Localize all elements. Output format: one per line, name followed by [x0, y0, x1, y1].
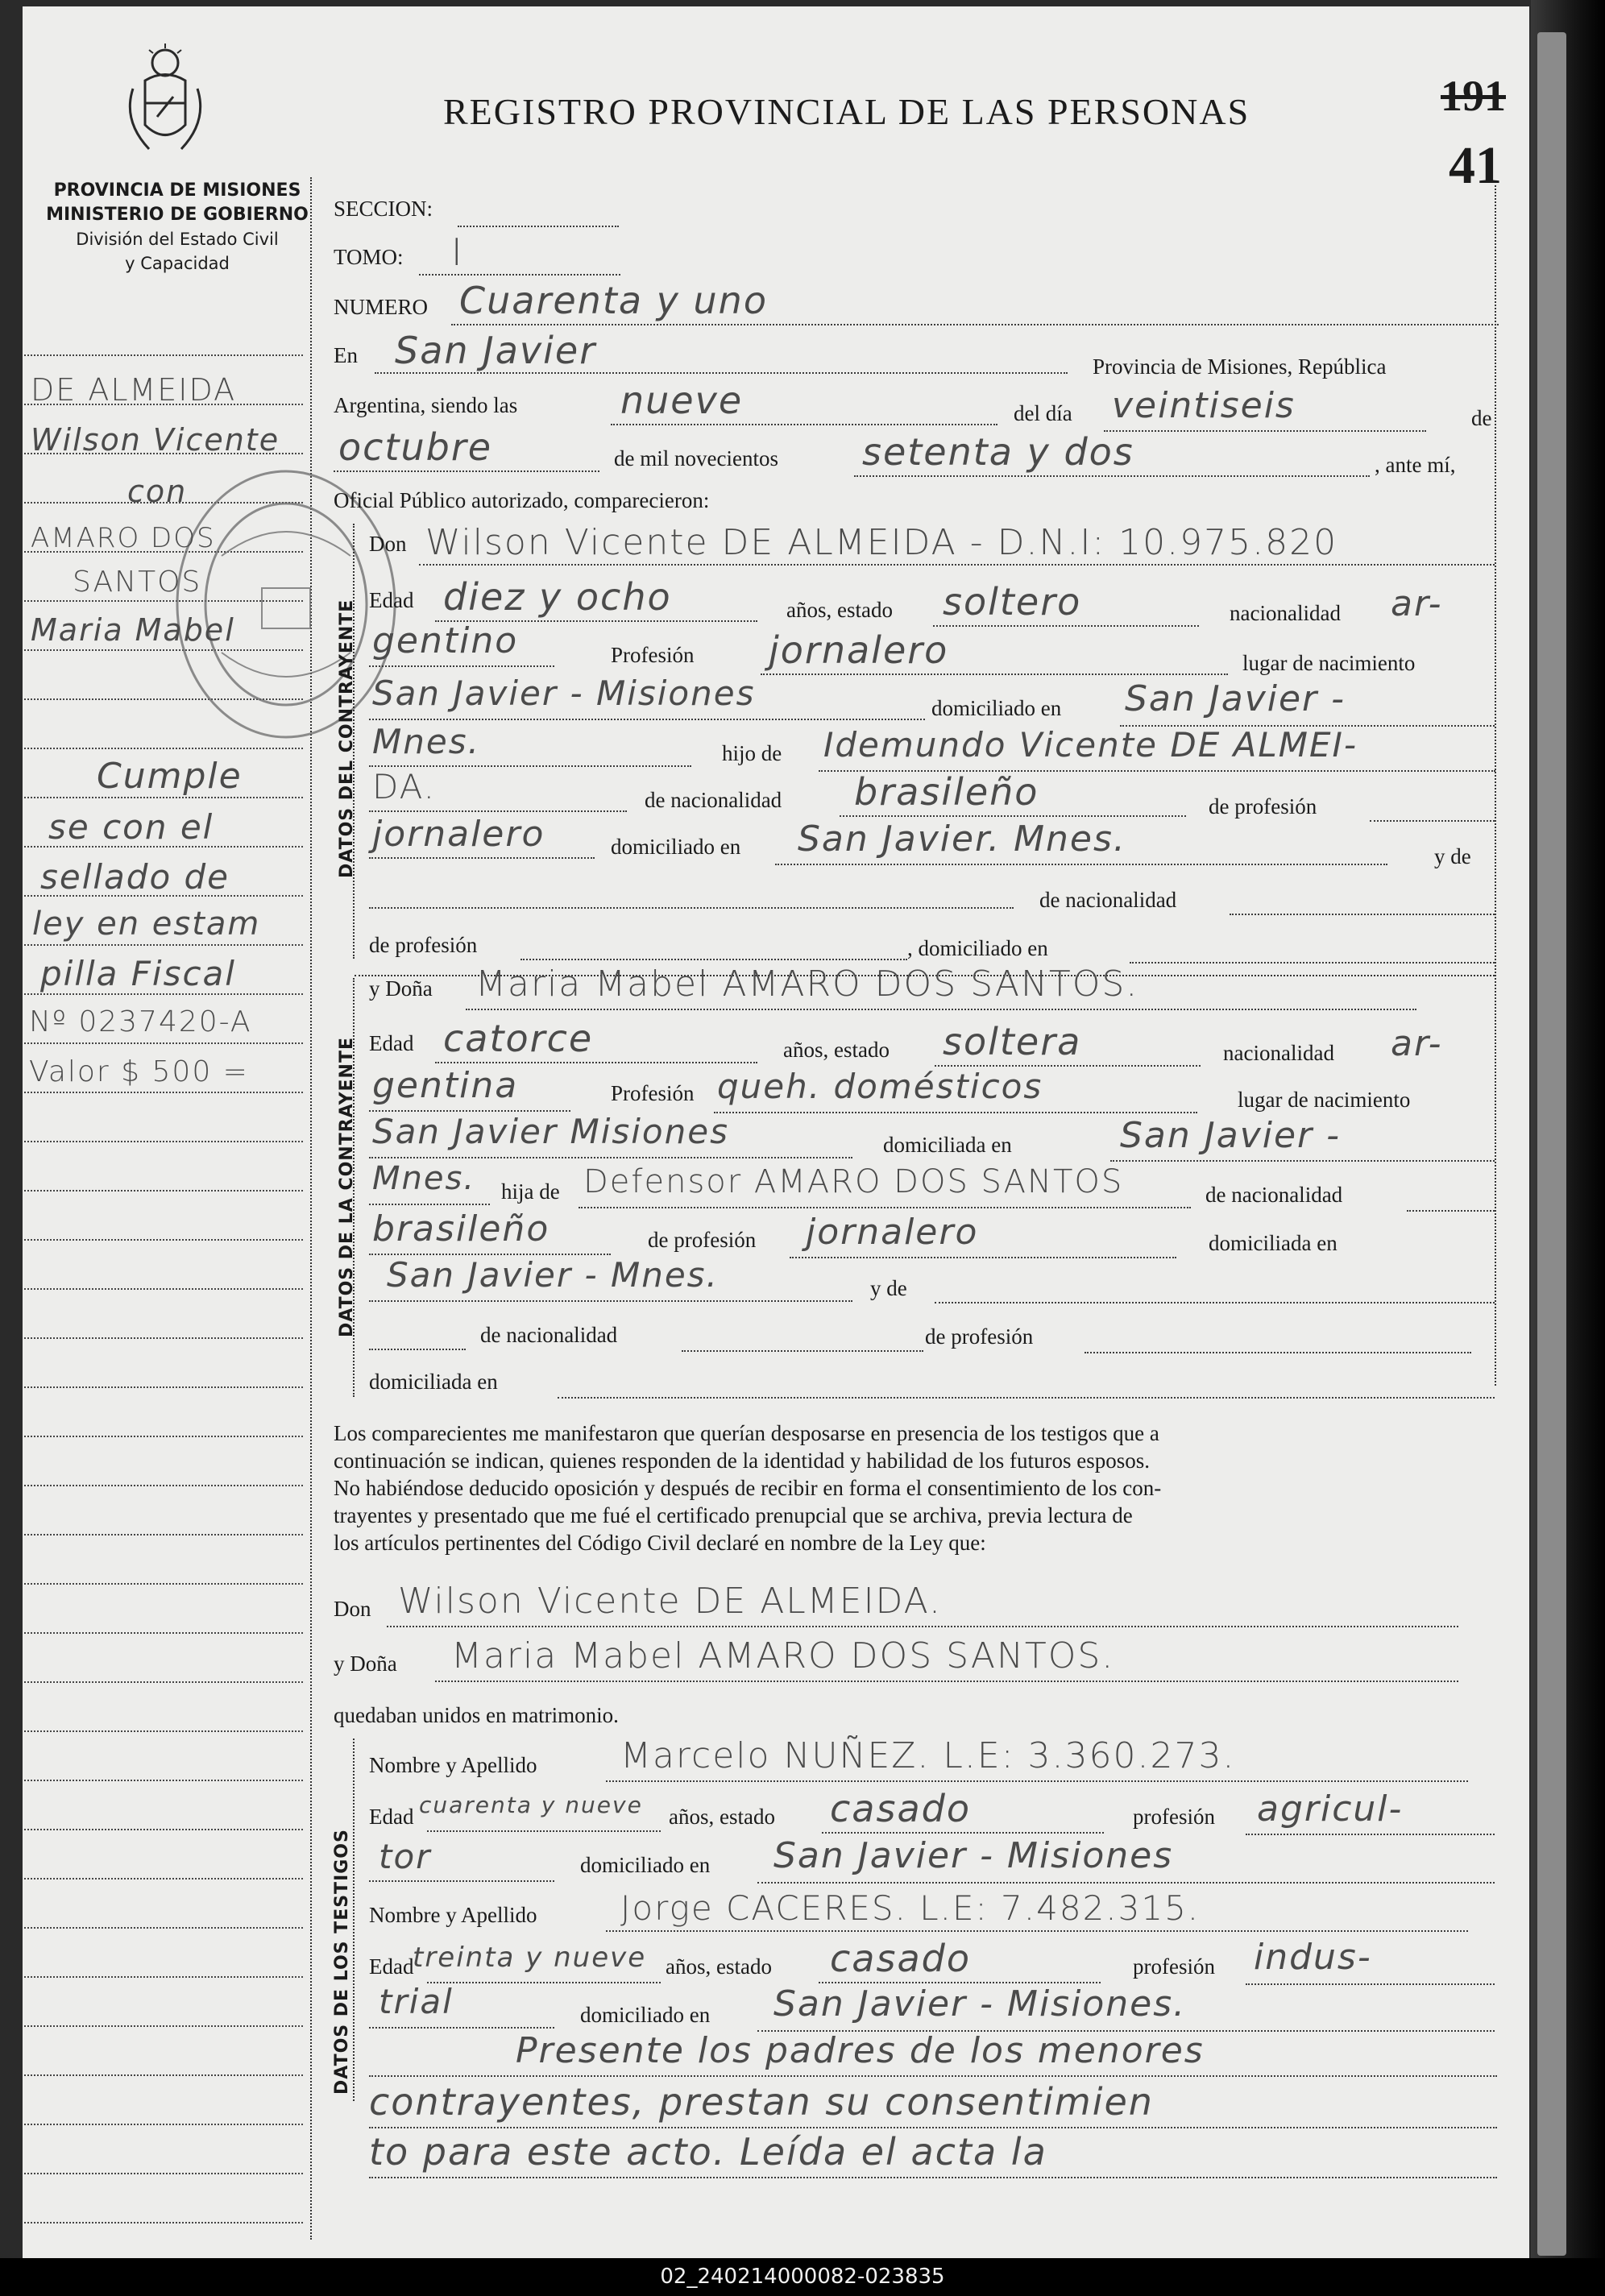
w1-domic-line [757, 1882, 1495, 1884]
bride-mother-prof-label: de profesión [925, 1324, 1034, 1349]
w1-estado-line [822, 1832, 1104, 1834]
anio-value: setenta y dos [862, 430, 1134, 474]
bride-father-domic-line [369, 1300, 852, 1302]
declaration-line: trayentes y presentado que me fué el certificado prenupcial que se archiva, previa lectura de [334, 1503, 1133, 1527]
sidebar-rule-line [24, 1583, 303, 1585]
w2-name-value: Jorge CACERES. L.E: 7.482.315. [620, 1888, 1201, 1928]
groom-mother-domic-label: , domiciliado en [907, 936, 1048, 960]
sidebar-rule-line [24, 1386, 303, 1388]
w2-estado-value: casado [830, 1937, 971, 1980]
sidebar-rule-line [24, 1042, 303, 1044]
organization-block [32, 179, 322, 276]
bride-mother-prof-line [1085, 1352, 1471, 1353]
right-margin-rule [1495, 185, 1496, 1386]
sidebar-rule-line [24, 1878, 303, 1879]
bride-profesion-value: queh. domésticos [717, 1067, 1043, 1106]
tomo-value: I [451, 230, 464, 274]
bride-edad-line [435, 1062, 757, 1063]
bride-profesion-label: Profesión [611, 1081, 695, 1105]
sidebar-rule-line [24, 1141, 303, 1142]
notes-line-text: to para este acto. Leída el acta la [369, 2130, 1047, 2174]
book-binding [1531, 0, 1605, 2296]
groom-estado-line [933, 625, 1199, 627]
groom-domic-value-2: Mnes. [372, 722, 480, 761]
declaration-don-value: Wilson Vicente DE ALMEIDA. [398, 1581, 942, 1622]
numero-value: Cuarenta y uno [459, 279, 768, 322]
sidebar-note: sellado de [40, 857, 230, 897]
groom-father-nac-line [840, 815, 1186, 817]
en-line [375, 372, 1068, 374]
w1-prof-value: agricul- [1257, 1788, 1404, 1830]
witnesses-side-label: DATOS DE LOS TESTIGOS [332, 1829, 352, 2095]
bride-father-value: Defensor AMARO DOS SANTOS [583, 1163, 1124, 1200]
bride-mother-nac-label: de nacionalidad [480, 1323, 618, 1347]
sidebar-rule-line [24, 1927, 303, 1929]
sidebar-rule-line [24, 2074, 303, 2076]
dia-line [1104, 430, 1426, 432]
w1-edad-label: Edad [369, 1805, 414, 1829]
groom-profesion-line [761, 673, 1228, 675]
sidebar-rule-line [24, 1239, 303, 1241]
sidebar-rule-line [24, 1780, 303, 1781]
anio-line [854, 475, 1370, 477]
provincia-text: Provincia de Misiones, República [1093, 354, 1387, 379]
bride-lugar-label: lugar de nacimiento [1238, 1088, 1411, 1112]
groom-domic-value: San Javier - [1125, 678, 1346, 719]
bride-mother-line [935, 1302, 1495, 1303]
groom-father-domic-label: domiciliado en [611, 835, 741, 859]
groom-mother-prof-line [520, 959, 907, 960]
notes-line [369, 2177, 1497, 2178]
mes-value: octubre [338, 425, 493, 469]
bride-domic-value-2: Mnes. [372, 1160, 476, 1197]
bride-nac-value-2: gentina [372, 1065, 519, 1106]
sidebar-rule-line [24, 1485, 303, 1486]
declaration-dona-value: Maria Mabel AMARO DOS SANTOS. [451, 1635, 1115, 1676]
groom-profesion-label: Profesión [611, 643, 695, 667]
sidebar-note: pilla Fiscal [40, 954, 236, 993]
org-division-2: y Capacidad [125, 254, 230, 273]
sidebar-rule-line [24, 354, 303, 356]
sidebar-note: Maria Mabel [31, 612, 235, 648]
declaration-don-line [387, 1626, 1458, 1627]
tomo-line [419, 274, 620, 276]
bride-y-de-label: y de [870, 1276, 907, 1300]
bride-father-prof-label: de profesión [648, 1228, 757, 1252]
w2-prof-line-2 [369, 2027, 554, 2029]
notes-line-text: Presente los padres de los menores [516, 2030, 1205, 2071]
mil-label: de mil novecientos [614, 446, 778, 470]
oficial-text: Oficial Público autorizado, comparecieron: [334, 488, 710, 512]
groom-y-de-label: y de [1434, 844, 1471, 868]
bride-domic-line-2 [369, 1204, 490, 1205]
declaration-paragraph [334, 1419, 1502, 1556]
argentina-text: Argentina, siendo las [334, 393, 518, 417]
sidebar-rule-line [24, 1632, 303, 1634]
declaration-line: continuación se indican, quienes responden de la identidad y habilidad de los futuros esposos. [334, 1448, 1151, 1473]
groom-domic-label: domiciliado en [931, 696, 1062, 720]
hora-value: nueve [620, 379, 744, 422]
bride-name-line [466, 1009, 1416, 1010]
numero-line [451, 324, 1499, 325]
sidebar-rule-line [24, 1681, 303, 1683]
groom-father-prof-line-2 [369, 857, 595, 859]
groom-anos-label: años, estado [786, 598, 893, 622]
seccion-line [458, 226, 619, 227]
sidebar-note: con [127, 474, 188, 509]
sidebar-note: se con el [48, 807, 214, 847]
declaration-line: Los comparecientes me manifestaron que querían desposarse en presencia de los testigos que a [334, 1421, 1159, 1445]
hora-line [611, 424, 997, 425]
sidebar-rule-line [24, 1976, 303, 1978]
w1-domic-value: San Javier - Misiones [773, 1835, 1174, 1876]
groom-father-prof-label: de profesión [1209, 794, 1317, 819]
page-title: REGISTRO PROVINCIAL DE LAS PERSONAS [443, 91, 1250, 132]
groom-father-line-2 [369, 810, 627, 812]
w2-domic-label: domiciliado en [580, 2003, 711, 2027]
groom-edad-value: diez y ocho [443, 575, 672, 619]
bride-mother-domic-line [558, 1397, 1495, 1399]
groom-father-prof-line [1370, 820, 1495, 822]
w2-prof-value-2: trial [379, 1982, 454, 2021]
w2-prof-value: indus- [1254, 1937, 1372, 1978]
mes-line [334, 470, 599, 472]
w1-edad-line [427, 1830, 661, 1832]
bride-father-domic-label: domiciliada en [1209, 1231, 1338, 1255]
tomo-label: TOMO: [334, 245, 404, 269]
w1-prof-label: profesión [1133, 1805, 1215, 1829]
groom-father-prof-value: jornalero [372, 814, 545, 855]
sidebar-rule-line [24, 1288, 303, 1290]
numero-label: NUMERO [334, 295, 429, 319]
notes-line [369, 2127, 1497, 2128]
w1-name-line [606, 1780, 1468, 1782]
bride-nac-value: ar- [1391, 1023, 1443, 1064]
w2-name-label: Nombre y Apellido [369, 1903, 537, 1927]
sidebar-rule-line [24, 1534, 303, 1536]
en-label: En [334, 343, 358, 367]
bride-nac-label: nacionalidad [1223, 1041, 1334, 1065]
sidebar-rule-line [24, 1190, 303, 1192]
image-caption: 02_240214000082-023835 [0, 2258, 1605, 2296]
sidebar-rule-line [24, 1829, 303, 1830]
declaration-closing: quedaban unidos en matrimonio. [334, 1703, 619, 1727]
sidebar-rule-line [24, 1730, 303, 1732]
bride-name-value: Maria Mabel AMARO DOS SANTOS. [475, 964, 1139, 1005]
groom-mother-nac-line [1230, 914, 1495, 915]
groom-father-domic-line [775, 864, 1387, 865]
sidebar-note: Nº 0237420-A [29, 1005, 252, 1038]
w2-name-line [606, 1930, 1468, 1932]
bride-estado-value: soltera [943, 1020, 1082, 1063]
w2-prof-line [1246, 1983, 1495, 1985]
bride-father-nac-line-1 [1407, 1210, 1495, 1212]
bride-father-line [579, 1207, 1191, 1208]
dia-value: veintiseis [1112, 385, 1296, 426]
bride-father-domic-value: San Javier - Mnes. [387, 1255, 719, 1295]
bride-edad-value: catorce [443, 1017, 594, 1060]
w2-prof-label: profesión [1133, 1954, 1215, 1979]
groom-father-value: Idemundo Vicente DE ALMEI- [823, 725, 1358, 765]
groom-father-nac-label: de nacionalidad [645, 788, 782, 812]
groom-profesion-value: jornalero [769, 628, 949, 672]
w2-domic-value: San Javier - Misiones. [773, 1983, 1187, 2025]
declaration-dona-line [435, 1681, 1458, 1682]
page-number-old: 191 [1441, 72, 1506, 120]
w1-prof-line [1246, 1834, 1495, 1835]
groom-hijo-label: hijo de [722, 741, 782, 765]
declaration-line: No habiéndose deducido oposición y después de recibir en forma el consentimiento de los con- [334, 1476, 1162, 1500]
groom-name-value: Wilson Vicente DE ALMEIDA - D.N.I: 10.975.820 [425, 522, 1338, 563]
groom-nac-label: nacionalidad [1230, 601, 1341, 625]
sidebar-note: Wilson Vicente [31, 422, 280, 458]
bride-mother-domic-label: domiciliada en [369, 1370, 498, 1394]
w1-estado-value: casado [830, 1787, 971, 1830]
groom-edad-label: Edad [369, 588, 414, 612]
w2-anos-label: años, estado [666, 1954, 772, 1979]
groom-don-label: Don [369, 532, 407, 556]
w1-anos-label: años, estado [669, 1805, 775, 1829]
w1-name-value: Marcelo NUÑEZ. L.E: 3.360.273. [620, 1735, 1236, 1776]
sidebar-note: Cumple [97, 756, 243, 797]
bride-hija-label: hija de [501, 1179, 560, 1204]
bride-dona-label: y Doña [369, 976, 433, 1001]
bride-profesion-line [714, 1112, 1197, 1113]
w1-domic-label: domiciliado en [580, 1853, 711, 1877]
w1-prof-line-2 [369, 1880, 554, 1882]
sidebar-rule-line [24, 2173, 303, 2174]
sidebar-rule-line [24, 1436, 303, 1437]
sidebar-rule-line [24, 944, 303, 946]
witnesses-bracket [353, 1739, 355, 2101]
groom-side-label: DATOS DEL CONTRAYENTE [337, 599, 357, 878]
groom-father-nac-value: brasileño [854, 770, 1039, 814]
groom-lugar-label: lugar de nacimiento [1242, 651, 1416, 675]
sidebar-rule-line [24, 1092, 303, 1093]
groom-father-domic-value: San Javier. Mnes. [798, 819, 1126, 860]
notes-line [369, 2075, 1497, 2077]
org-province: PROVINCIA DE MISIONES [53, 180, 301, 201]
org-division: División del Estado Civil [76, 230, 279, 249]
coat-of-arms-emblem [113, 40, 218, 161]
bride-father-prof-value: jornalero [806, 1212, 979, 1253]
declaration-line: los artículos pertinentes del Código Civil declaré en nombre de la Ley que: [334, 1531, 986, 1555]
bride-domic-value: San Javier - [1120, 1115, 1341, 1156]
sidebar-rule-line [24, 993, 303, 995]
ante-label: , ante mí, [1375, 453, 1456, 477]
groom-name-line [419, 564, 1495, 566]
org-ministry: MINISTERIO DE GOBIERNO [46, 205, 309, 225]
bride-mother-line-2 [369, 1349, 466, 1350]
groom-nac-value: ar- [1391, 583, 1443, 624]
bride-domic-line [1110, 1160, 1495, 1162]
notes-line-text: contrayentes, prestan su consentimien [369, 2080, 1154, 2124]
bride-father-prof-line [790, 1257, 1176, 1258]
groom-mother-nac-label: de nacionalidad [1039, 888, 1177, 912]
groom-nac-value-2: gentino [372, 620, 519, 661]
seccion-label: SECCION: [334, 197, 433, 221]
w2-edad-line [427, 1982, 661, 1983]
bride-domic-label: domiciliada en [883, 1133, 1012, 1157]
groom-lugar-value: San Javier - Misiones [372, 673, 756, 713]
bride-lugar-value: San Javier Misiones [372, 1112, 729, 1151]
w1-prof-value-2: tor [379, 1837, 432, 1876]
de-label: de [1471, 406, 1492, 430]
groom-father-value-2: DA. [372, 767, 436, 806]
bride-lugar-line [369, 1157, 852, 1158]
sidebar-note: Valor $ 500 = [29, 1055, 249, 1088]
groom-mother-line [369, 907, 1014, 909]
sidebar-rule-line [24, 797, 303, 798]
sidebar-note: DE ALMEIDA [31, 372, 237, 408]
bride-mother-nac-line [682, 1350, 923, 1352]
declaration-don-label: Don [334, 1597, 371, 1621]
groom-mother-prof-label: de profesión [369, 933, 478, 957]
sidebar-note: ley en estam [32, 906, 261, 943]
w2-edad-label: Edad [369, 1954, 414, 1979]
bride-father-nac-value: brasileño [372, 1208, 550, 1250]
sidebar-rule-line [24, 2222, 303, 2223]
del-dia-label: del día [1014, 401, 1072, 425]
bride-father-nac-label: de nacionalidad [1205, 1183, 1343, 1207]
en-value: San Javier [395, 329, 597, 372]
groom-estado-value: soltero [943, 580, 1082, 624]
groom-mother-domic-line [1130, 962, 1495, 964]
groom-lugar-line [369, 719, 925, 720]
bride-edad-label: Edad [369, 1031, 414, 1055]
w2-edad-value: treinta y nueve [413, 1942, 647, 1974]
page-number-new: 41 [1449, 136, 1502, 195]
sidebar-rule-line [24, 2025, 303, 2027]
sidebar-note: AMARO DOS [31, 522, 216, 554]
bride-anos-label: años, estado [783, 1038, 890, 1062]
sidebar-rule-line [24, 1337, 303, 1339]
sidebar-rule-line [24, 2124, 303, 2125]
groom-nac-line [369, 665, 554, 667]
w1-edad-value: cuarenta y nueve [419, 1792, 643, 1818]
sidebar-note: SANTOS [73, 566, 202, 599]
w1-name-label: Nombre y Apellido [369, 1753, 537, 1777]
declaration-dona-label: y Doña [334, 1652, 397, 1676]
bride-side-label: DATOS DE LA CONTRAYENTE [337, 1037, 357, 1337]
